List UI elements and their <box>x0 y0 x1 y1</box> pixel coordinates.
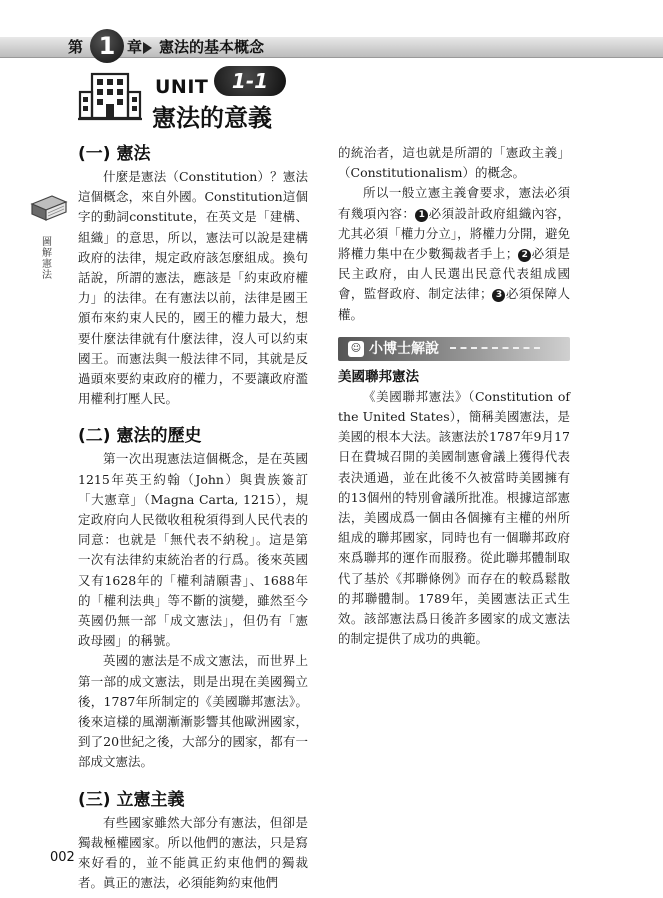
left-column <box>78 143 308 894</box>
continuation-paragraph: 的統治者，這也就是所謂的「憲政主義」（Constitutionalism）的概念。 <box>338 145 570 181</box>
number-1-icon: 1 <box>415 209 428 222</box>
section-heading-history: (二) 憲法的歷史 <box>78 426 202 447</box>
number-3-icon: 3 <box>492 289 505 302</box>
chapter-arrow-icon <box>143 42 152 54</box>
requirement-item: 必須保障人權。 <box>338 286 570 322</box>
side-tab-label: 圖解憲法 <box>42 237 52 281</box>
unit-label: UNIT <box>155 76 209 98</box>
section-paragraph: 什麼是憲法（Constitution）？憲法這個概念，來自外國。Constitution這個字的動詞constitute，在英文是「建構、組織」的意思，所以，憲法可以說是建構政府的法律，規定政府該怎麼組成。換句話說，所謂的憲法，應該是「約束政府權力」的法律。在有憲法以前，法律是國王頒布來約束人民的，國王的權力最大，想要什麼法律就有什麼法律，沒人可以約束國王。而憲法與一般法律不同，其就是反過頭來要約束政府的權力，不要讓政府濫用權利打壓人民。 <box>78 169 308 407</box>
number-2-icon: 2 <box>518 249 531 262</box>
section-heading-constitutionalism: (三) 立憲主義 <box>78 789 185 810</box>
requirement-item: 必須是民主政府，由人民選出民意代表組成國會，監督政府、制定法律； <box>338 246 570 302</box>
tips-paragraph: 《美國聯邦憲法》（Constitution of the United States），簡稱美國憲法，是美國的根本大法。該憲法於1787年9月17日在費城召開的美國制憲會議上獲得代表表決通過，並在此後不久被當時美國擁有的13個州的特別會議所批准。根據這部憲法，美國成爲一個由各個擁有主權的州所組成的聯邦國家，同時也有一個聯邦政府來爲聯邦的運作而服務。從此聯邦體制取代了基於《邦聯條例》而存在的較爲鬆散的邦聯體制。1789年，美國憲法正式生效。該部憲法爲日後許多國家的成文憲法的制定提供了成功的典範。 <box>338 388 570 647</box>
chapter-number-badge: 1 <box>90 29 124 63</box>
section-paragraph: 第一次出現憲法這個概念，是在英國1215年英王約翰（John）與貴族簽訂「大憲章」（Magna Carta, 1215），規定政府向人民徵收租稅須得到人民代表的同意：也就是「無代表不納稅」。這是第一次有法律約束統治者的行爲。後來英國又有1628年的「權利請願書」、1688年的「權利法典」等不斷的演變，雖然至今英國仍無一部「成文憲法」，但仍有「憲政母國」的稱號。 <box>78 451 308 649</box>
requirements-intro: 所以一般立憲主義會要求，憲法必須有幾項內容： <box>338 185 570 221</box>
page-number: 002 <box>50 850 75 865</box>
section-heading-constitution: (一) 憲法 <box>78 144 151 164</box>
tips-subheading: 美國聯邦憲法 <box>338 368 419 385</box>
dashed-decoration <box>450 347 540 351</box>
requirements-paragraph <box>338 183 570 324</box>
chapter-prefix: 第 <box>68 38 84 56</box>
unit-title: 憲法的意義 <box>152 104 272 132</box>
book-icon <box>28 188 68 228</box>
unit-number-badge: 1-1 <box>214 66 286 96</box>
chapter-suffix: 章 <box>127 38 143 56</box>
chapter-title: 憲法的基本概念 <box>159 38 265 56</box>
tips-title: 小博士解說 <box>369 340 439 357</box>
requirement-item: 必須設計政府組織內容，尤其必須「權力分立」，將權力分開，避免將權力集中在少數獨裁者手上； <box>338 205 570 262</box>
tips-header-bar <box>338 337 570 361</box>
section-paragraph: 有些國家雖然大部分有憲法，但卻是獨裁極權國家。所以他們的憲法，只是寫來好看的，並不能眞正約束他們的獨裁者。眞正的憲法，必須能夠約束他們 <box>78 814 308 891</box>
smiley-icon: ☺ <box>348 341 364 357</box>
building-icon <box>78 68 142 122</box>
section-paragraph: 英國的憲法是不成文憲法，而世界上第一部的成文憲法，則是出現在美國獨立後，1787年所制定的《美國聯邦憲法》。後來這樣的風潮漸漸影響其他歐洲國家，到了20世紀之後，大部分的國家，都有一部成文憲法。 <box>78 653 308 770</box>
right-column <box>338 143 570 649</box>
